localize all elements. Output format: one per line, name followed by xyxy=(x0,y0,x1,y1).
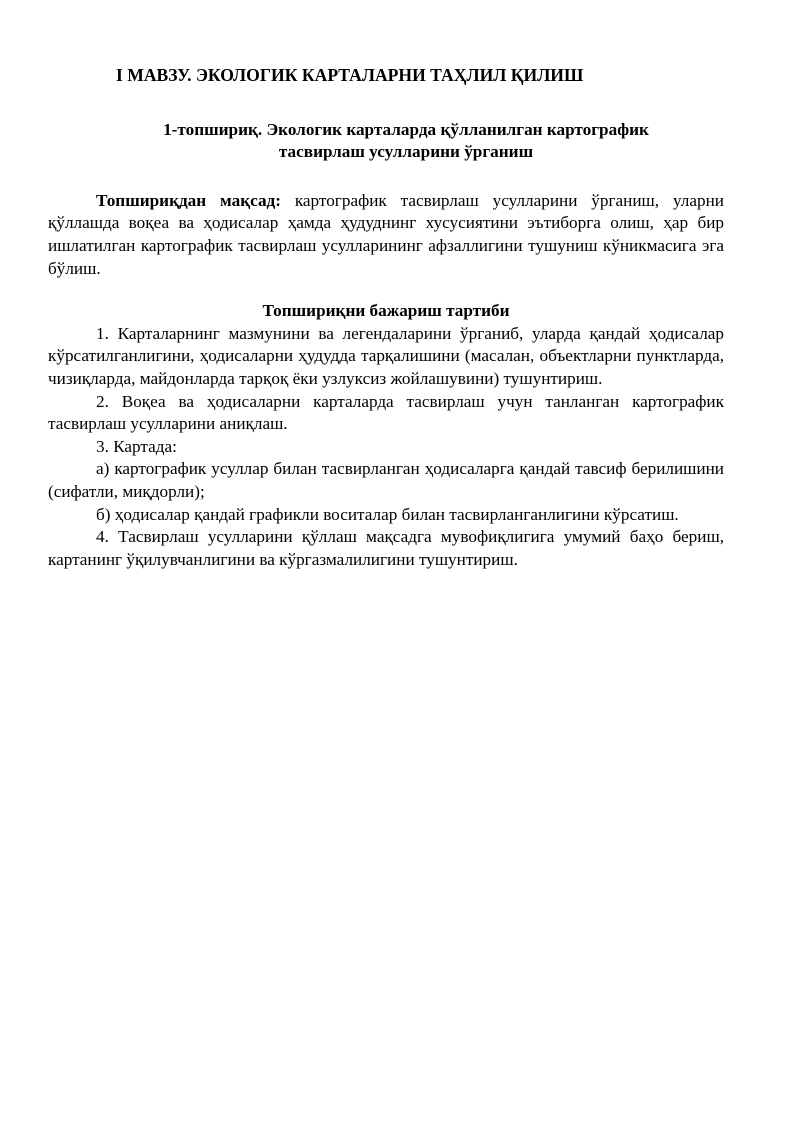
document-page xyxy=(48,64,724,571)
step-3b: б) ҳодисалар қандай графикли воситалар билан тасвирланганлигини кўрсатиш. xyxy=(96,504,679,524)
step-4: 4. Тасвирлаш усулларини қўллаш мақсадга мувофиқлигига умумий баҳо бериш, картанинг ўқилувчанлигини ва кўргазмалилигини тушунтириш. xyxy=(48,527,724,569)
task-title-line-2: тасвирлаш усулларини ўрганиш xyxy=(278,142,534,162)
steps-list xyxy=(48,323,724,572)
step-3: 3. Картада: xyxy=(96,436,177,456)
task-title-line-1: 1-топшириқ. Экологик карталарда қўлланилган картографик xyxy=(163,119,649,139)
main-title: I МАВЗУ. ЭКОЛОГИК КАРТАЛАРНИ ТАҲЛИЛ ҚИЛИШ xyxy=(116,65,584,85)
step-3a: а) картографик усуллар билан тасвирланган ҳодисаларга қандай тавсиф берилишини (сифатли, миқдорли); xyxy=(48,459,724,501)
task-title xyxy=(48,119,724,164)
goal-text: картографик тасвирлаш усулларини ўрганиш, уларни қўллашда воқеа ва ҳодисалар ҳамда ҳудуднинг хусусиятини эътиборга олиш, ҳар бир ишлатилган картографик тасвирлаш усулларининг афзаллигини тушуниш кўникмасига эга бўлиш. xyxy=(48,190,724,278)
step-1: 1. Карталарнинг мазмунини ва легендаларини ўрганиб, уларда қандай ҳодисалар кўрсатилганлигини, ҳодисаларни ҳудудда тарқалишини (масалан, объектларни пунктларда, чизиқларда, майдонларда тарқоқ ёки узлуксиз жойлашувини) тушунтириш. xyxy=(48,323,724,388)
step-2: 2. Воқеа ва ҳодисаларни карталарда тасвирлаш учун танланган картографик тасвирлаш усулларини аниқлаш. xyxy=(48,391,724,434)
goal-paragraph xyxy=(48,190,724,280)
order-title: Топшириқни бажариш тартиби xyxy=(262,301,510,321)
goal-label: Топшириқдан мақсад: xyxy=(96,190,281,210)
